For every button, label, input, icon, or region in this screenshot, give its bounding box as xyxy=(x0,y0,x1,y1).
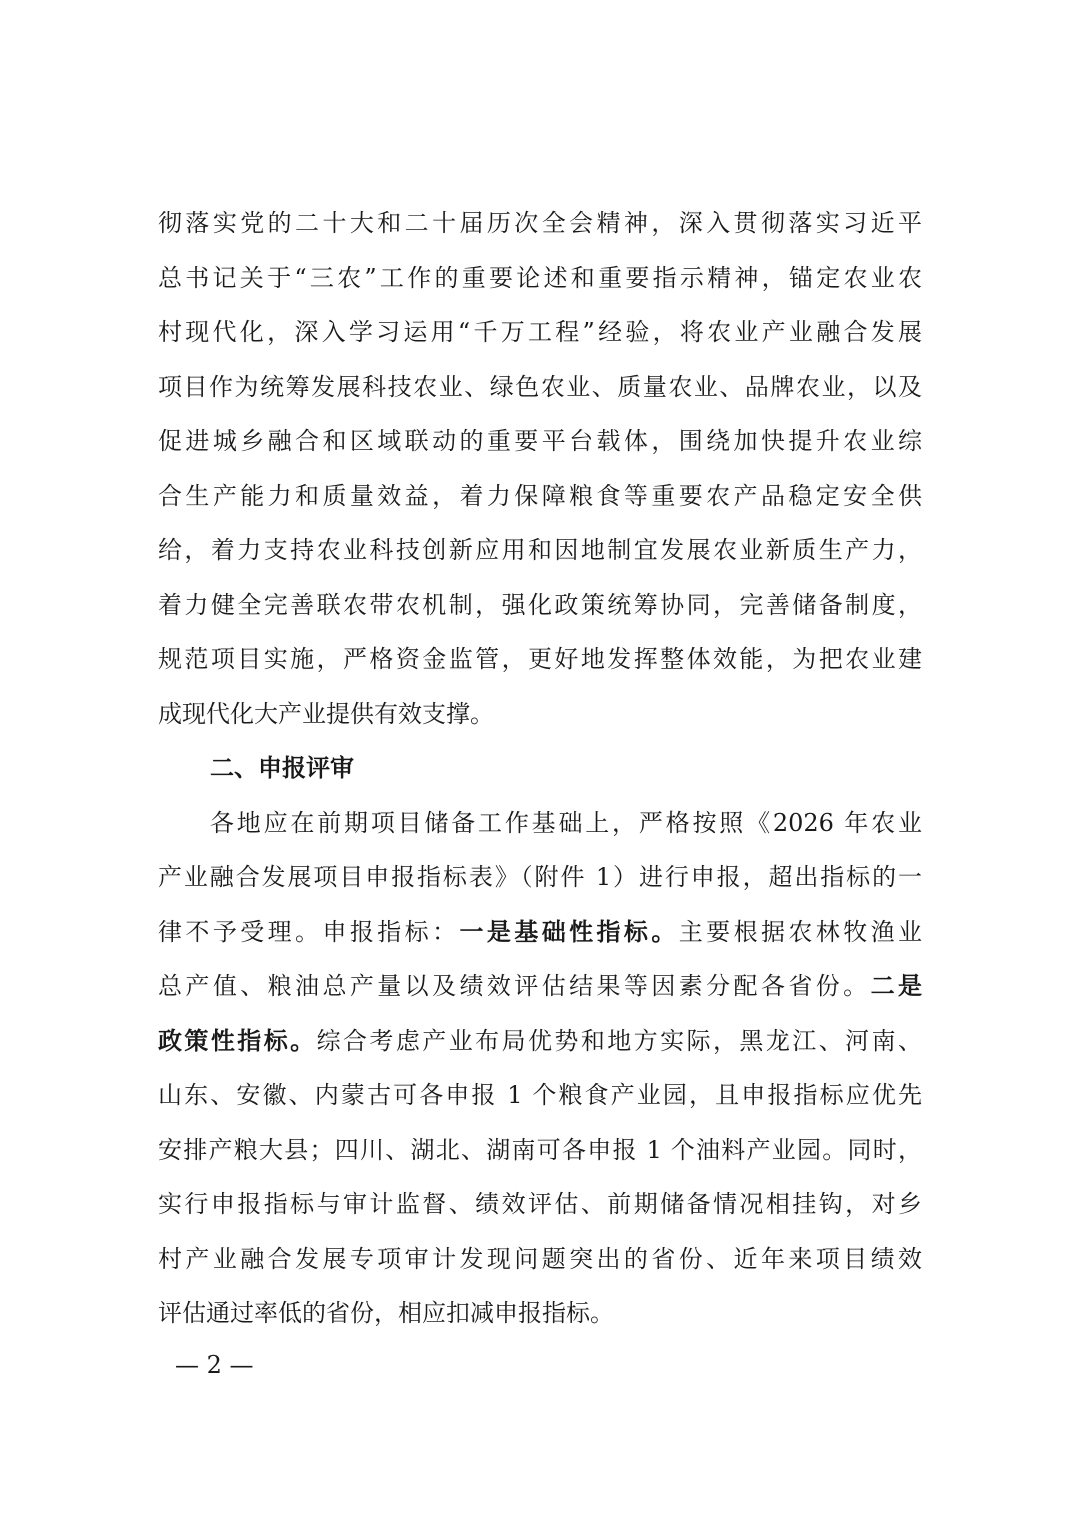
paragraph-line: 实行申报指标与审计监督、绩效评估、前期储备情况相挂钩，对乡 xyxy=(158,1190,922,1218)
paragraph-line: 合生产能力和质量效益，着力保障粮食等重要农产品稳定安全供 xyxy=(158,481,922,510)
paragraph-line: 规范项目实施，严格资金监管，更好地发挥整体效能，为把农业建 xyxy=(158,645,922,673)
paragraph-line: 成现代化大产业提供有效支撑。 xyxy=(158,699,494,728)
paragraph-line: 山东、安徽、内蒙古可各申报 1 个粮食产业园，且申报指标应优先 xyxy=(158,1081,922,1109)
bold-text-run: 政策性指标。 xyxy=(158,1026,317,1055)
paragraph-line: 项目作为统筹发展科技农业、绿色农业、质量农业、品牌农业，以及 xyxy=(158,372,922,401)
paragraph-line: 评估通过率低的省份，相应扣减申报指标。 xyxy=(158,1299,614,1327)
text-run: 律不予受理。申报指标： xyxy=(158,917,460,946)
document-body xyxy=(158,196,922,1341)
paragraph-line: 给，着力支持农业科技创新应用和因地制宜发展农业新质生产力， xyxy=(158,536,922,564)
text-run: 主要根据农林牧渔业 xyxy=(678,917,923,946)
paragraph-line: 产业融合发展项目申报指标表》（附件 1）进行申报，超出指标的一 xyxy=(158,863,922,891)
paragraph-line xyxy=(158,1014,922,1069)
section-heading: 二、申报评审 xyxy=(210,754,354,782)
bold-text-run: 一是基础性指标。 xyxy=(459,917,679,946)
paragraph-line: 总书记关于“三农”工作的重要论述和重要指示精神，锚定农业农 xyxy=(158,263,922,292)
paragraph-line: 村现代化，深入学习运用“千万工程”经验，将农业产业融合发展 xyxy=(158,318,922,346)
paragraph-line: 彻落实党的二十大和二十届历次全会精神，深入贯彻落实习近平 xyxy=(158,209,922,237)
text-run: 总产值、粮油总产量以及绩效评估结果等因素分配各省份。 xyxy=(158,972,871,1000)
paragraph-line xyxy=(158,905,922,960)
paragraph-line: 促进城乡融合和区域联动的重要平台载体，围绕加快提升农业综 xyxy=(158,427,922,455)
bold-text-run: 二是 xyxy=(870,972,923,1000)
page-number: — 2 — xyxy=(175,1351,254,1379)
paragraph-line: 安排产粮大县；四川、湖北、湖南可各申报 1 个油料产业园。同时， xyxy=(158,1135,922,1164)
text-run: 综合考虑产业布局优势和地方实际，黑龙江、河南、 xyxy=(316,1026,923,1055)
paragraph-line: 着力健全完善联农带农机制，强化政策统筹协同，完善储备制度， xyxy=(158,590,922,619)
paragraph-line xyxy=(158,959,922,1014)
paragraph-line: 各地应在前期项目储备工作基础上，严格按照《2026 年农业 xyxy=(210,808,922,837)
paragraph-line: 村产业融合发展专项审计发现问题突出的省份、近年来项目绩效 xyxy=(158,1244,922,1273)
